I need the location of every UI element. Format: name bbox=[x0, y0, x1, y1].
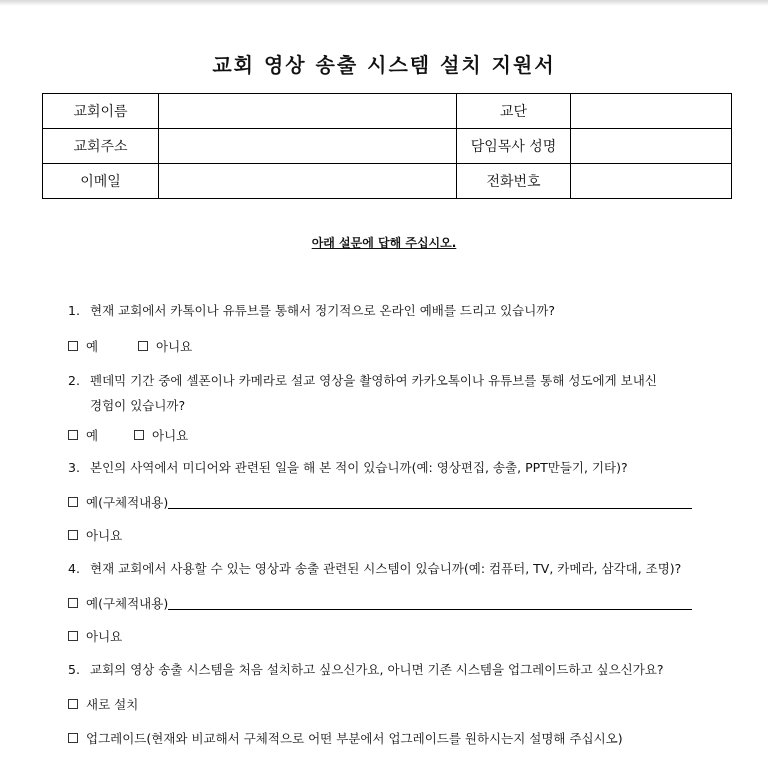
question-3-no-row bbox=[68, 528, 122, 544]
question-text: 본인의 사역에서 미디어와 관련된 일을 해 본 적이 있습니까(예: 영상편집, 송출, PPT만들기, 기타)? bbox=[90, 460, 628, 475]
option-label: 예(구체적내용) bbox=[86, 495, 169, 510]
page-top-shadow bbox=[0, 0, 768, 6]
label-email: 이메일 bbox=[43, 164, 159, 199]
q4-detail-input[interactable] bbox=[168, 597, 692, 610]
question-2-continued: 경험이 있습니까? bbox=[90, 398, 186, 413]
q5-new-install-option[interactable] bbox=[68, 697, 138, 713]
question-text: 펜데믹 기간 중에 셀폰이나 카메라로 설교 영상을 촬영하여 카카오톡이나 유튜브를 통해 성도에게 보내신 bbox=[90, 373, 657, 388]
checkbox-icon[interactable] bbox=[68, 430, 78, 440]
question-number: 5. bbox=[68, 662, 80, 677]
question-3 bbox=[68, 460, 628, 476]
question-text: 현재 교회에서 사용할 수 있는 영상과 송출 관련된 시스템이 있습니까(예: 컴퓨터, TV, 카메라, 삼각대, 조명)? bbox=[90, 561, 682, 576]
question-3-yes-row bbox=[68, 495, 692, 511]
q1-yes-option[interactable] bbox=[68, 339, 138, 355]
question-text: 교회의 영상 송출 시스템을 처음 설치하고 싶으신가요, 아니면 기존 시스템을 업그레이드하고 싶으신가요? bbox=[90, 662, 664, 677]
question-number: 4. bbox=[68, 561, 80, 576]
phone-field[interactable] bbox=[571, 164, 732, 199]
option-label: 예(구체적내용) bbox=[86, 596, 169, 611]
q3-detail-input[interactable] bbox=[168, 496, 692, 509]
email-field[interactable] bbox=[159, 164, 457, 199]
question-1 bbox=[68, 303, 555, 319]
option-label: 예 bbox=[86, 339, 99, 354]
q3-yes-option[interactable] bbox=[68, 495, 168, 511]
question-number: 3. bbox=[68, 460, 80, 475]
checkbox-icon[interactable] bbox=[138, 341, 148, 351]
table-row bbox=[43, 164, 732, 199]
pastor-name-field[interactable] bbox=[571, 129, 732, 164]
checkbox-icon[interactable] bbox=[68, 530, 78, 540]
checkbox-icon[interactable] bbox=[134, 430, 144, 440]
question-number: 1. bbox=[68, 303, 80, 318]
checkbox-icon[interactable] bbox=[68, 341, 78, 351]
checkbox-icon[interactable] bbox=[68, 497, 78, 507]
question-2 bbox=[68, 373, 657, 389]
question-5-new-row bbox=[68, 697, 138, 713]
option-label: 예 bbox=[86, 428, 99, 443]
question-5 bbox=[68, 662, 664, 678]
q5-upgrade-option[interactable] bbox=[68, 731, 623, 747]
question-4-yes-row bbox=[68, 596, 692, 612]
question-text: 현재 교회에서 카톡이나 유튜브를 통해서 정기적으로 온라인 예배를 드리고 있습니까? bbox=[90, 303, 556, 318]
question-5-upgrade-row bbox=[68, 731, 623, 747]
church-address-field[interactable] bbox=[159, 129, 457, 164]
question-1-options bbox=[68, 339, 192, 355]
q4-yes-option[interactable] bbox=[68, 596, 168, 612]
option-label: 아니요 bbox=[86, 528, 123, 543]
checkbox-icon[interactable] bbox=[68, 733, 78, 743]
question-2-options bbox=[68, 428, 188, 444]
q2-no-option[interactable] bbox=[134, 428, 188, 444]
question-4 bbox=[68, 561, 681, 577]
label-denomination: 교단 bbox=[457, 94, 571, 129]
option-label: 아니요 bbox=[156, 339, 193, 354]
option-label: 업그레이드(현재와 비교해서 구체적으로 어떤 부분에서 업그레이드를 원하시는지 설명해 주십시오) bbox=[86, 731, 623, 746]
table-row bbox=[43, 94, 732, 129]
label-church-name: 교회이름 bbox=[43, 94, 159, 129]
option-label: 새로 설치 bbox=[86, 697, 139, 712]
option-label: 아니요 bbox=[86, 629, 123, 644]
survey-instruction: 아래 설문에 답해 주십시오. bbox=[311, 236, 457, 250]
q3-no-option[interactable] bbox=[68, 528, 122, 544]
checkbox-icon[interactable] bbox=[68, 699, 78, 709]
church-info-table bbox=[42, 93, 732, 199]
document-title: 교회 영상 송출 시스템 설치 지원서 bbox=[212, 53, 556, 77]
checkbox-icon[interactable] bbox=[68, 631, 78, 641]
option-label: 아니요 bbox=[152, 428, 189, 443]
label-phone: 전화번호 bbox=[457, 164, 571, 199]
denomination-field[interactable] bbox=[571, 94, 732, 129]
church-name-field[interactable] bbox=[159, 94, 457, 129]
label-pastor-name: 담임목사 성명 bbox=[457, 129, 571, 164]
label-church-address: 교회주소 bbox=[43, 129, 159, 164]
q4-no-option[interactable] bbox=[68, 629, 122, 645]
question-4-no-row bbox=[68, 629, 122, 645]
table-row bbox=[43, 129, 732, 164]
question-number: 2. bbox=[68, 373, 80, 388]
q2-yes-option[interactable] bbox=[68, 428, 134, 444]
q1-no-option[interactable] bbox=[138, 339, 192, 355]
checkbox-icon[interactable] bbox=[68, 598, 78, 608]
